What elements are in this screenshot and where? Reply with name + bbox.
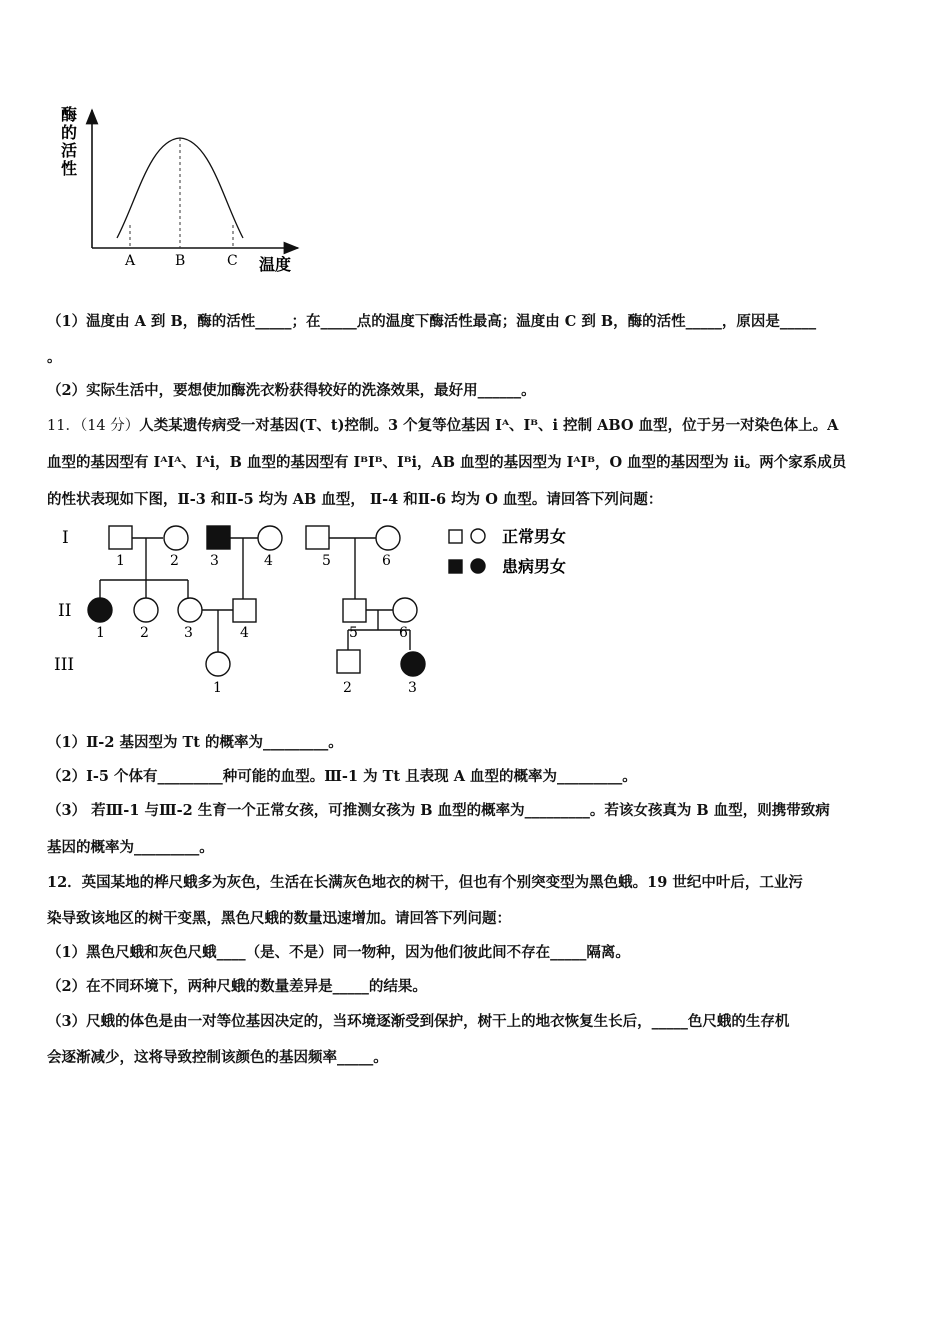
id-II-1: 1 bbox=[96, 625, 105, 641]
q12-sub3-line2: 会逐渐减少，这将导致控制该颜色的基因频率_____。 bbox=[47, 1049, 388, 1066]
legend-affected-male-icon bbox=[449, 560, 462, 573]
q11-intro-line3: 的性状表现如下图，Ⅱ-3 和Ⅱ-5 均为 AB 血型， Ⅱ-4 和Ⅱ-6 均为 O 血型。请回答下列问题： bbox=[47, 491, 663, 508]
individual-III-1 bbox=[206, 652, 230, 676]
id-I-5: 5 bbox=[322, 553, 331, 569]
q10-sub2: （2）实际生活中，要想使加酶洗衣粉获得较好的洗涤效果，最好用______。 bbox=[47, 382, 536, 399]
legend-affected-label: 患病男女 bbox=[502, 557, 567, 576]
q10-sub1-line1: （1）温度由 A 到 B，酶的活性_____；在_____点的温度下酶活性最高；温度由 C 到 B，酶的活性_____，原因是_____ bbox=[47, 313, 817, 330]
q11-intro-line1 bbox=[47, 416, 907, 436]
id-II-6: 6 bbox=[399, 625, 408, 641]
individual-I-3 bbox=[207, 526, 230, 549]
id-I-4: 4 bbox=[264, 553, 273, 569]
y-label-char: 性 bbox=[61, 159, 78, 178]
q11-sub1: （1）Ⅱ-2 基因型为 Tt 的概率为_________。 bbox=[47, 734, 343, 751]
point-label-b: B bbox=[175, 253, 186, 269]
q12-sub1: （1）黑色尺蛾和灰色尺蛾____（是、不是）同一物种，因为他们彼此间不存在_____隔离。 bbox=[47, 944, 630, 961]
generation-label-3: III bbox=[54, 655, 75, 675]
point-label-a: A bbox=[125, 253, 136, 269]
individual-I-1 bbox=[109, 526, 132, 549]
q12-intro-line1: 12．英国某地的桦尺蛾多为灰色，生活在长满灰色地衣的树干，但也有个别突变型为黑色蛾。19 世纪中叶后，工业污 bbox=[47, 874, 803, 891]
individual-I-2 bbox=[164, 526, 188, 550]
id-II-4: 4 bbox=[240, 625, 249, 641]
legend-normal-female-icon bbox=[471, 529, 485, 543]
individual-III-2 bbox=[337, 650, 360, 673]
id-III-1: 1 bbox=[213, 680, 222, 696]
legend-affected-female-icon bbox=[471, 559, 485, 573]
individual-II-2 bbox=[134, 598, 158, 622]
point-label-c: C bbox=[227, 253, 238, 269]
y-label-char: 酶 bbox=[61, 105, 78, 124]
individual-III-3 bbox=[401, 652, 425, 676]
individual-II-1 bbox=[88, 598, 112, 622]
individual-II-5 bbox=[343, 599, 366, 622]
y-label-char: 的 bbox=[61, 123, 78, 142]
id-III-2: 2 bbox=[343, 680, 352, 696]
id-II-3: 3 bbox=[184, 625, 193, 641]
individual-II-4 bbox=[233, 599, 256, 622]
q11-intro-text: 人类某遗传病受一对基因(T、t)控制。3 个复等位基因 Iᴬ、Iᴮ、i 控制 ABO 血型，位于另一对染色体上。A bbox=[139, 417, 839, 434]
id-I-6: 6 bbox=[382, 553, 391, 569]
enzyme-activity-chart bbox=[55, 100, 315, 280]
id-II-5: 5 bbox=[349, 625, 358, 641]
individual-II-6 bbox=[393, 598, 417, 622]
individual-I-6 bbox=[376, 526, 400, 550]
individual-II-3 bbox=[178, 598, 202, 622]
legend-normal-label: 正常男女 bbox=[502, 527, 567, 546]
x-label: 温度 bbox=[259, 255, 292, 274]
q11-sub2: （2）Ⅰ-5 个体有_________种可能的血型。Ⅲ-1 为 Tt 且表现 A 血型的概率为_________。 bbox=[47, 768, 637, 785]
id-I-2: 2 bbox=[170, 553, 179, 569]
generation-label-1: I bbox=[62, 528, 69, 548]
id-I-3: 3 bbox=[210, 553, 219, 569]
individual-I-4 bbox=[258, 526, 282, 550]
generation-label-2: II bbox=[58, 601, 72, 621]
id-I-1: 1 bbox=[116, 553, 125, 569]
q12-sub3-line1: （3）尺蛾的体色是由一对等位基因决定的，当环境逐渐受到保护，树干上的地衣恢复生长后，_____色尺蛾的生存机 bbox=[47, 1013, 790, 1030]
q12-intro-line2: 染导致该地区的树干变黑，黑色尺蛾的数量迅速增加。请回答下列问题： bbox=[47, 910, 511, 927]
q11-intro-line2: 血型的基因型有 IᴬIᴬ、Iᴬi，B 血型的基因型有 IᴮIᴮ、Iᴮi，AB 血型的基因型为 IᴬIᴮ，O 血型的基因型为 ii。两个家系成员 bbox=[47, 454, 847, 471]
q10-sub1-line2: 。 bbox=[47, 349, 62, 366]
id-II-2: 2 bbox=[140, 625, 149, 641]
individual-I-5 bbox=[306, 526, 329, 549]
pedigree-diagram bbox=[50, 518, 610, 703]
q11-number: 11．（14 分） bbox=[47, 418, 140, 434]
y-label-char: 活 bbox=[61, 141, 78, 160]
legend-normal-male-icon bbox=[449, 530, 462, 543]
id-III-3: 3 bbox=[408, 680, 417, 696]
q11-sub3-line2: 基因的概率为_________。 bbox=[47, 839, 214, 856]
q11-sub3-line1: （3） 若Ⅲ-1 与Ⅲ-2 生育一个正常女孩，可推测女孩为 B 血型的概率为_________。若该女孩真为 B 血型，则携带致病 bbox=[47, 802, 830, 819]
q12-sub2: （2）在不同环境下，两种尺蛾的数量差异是_____的结果。 bbox=[47, 978, 427, 995]
